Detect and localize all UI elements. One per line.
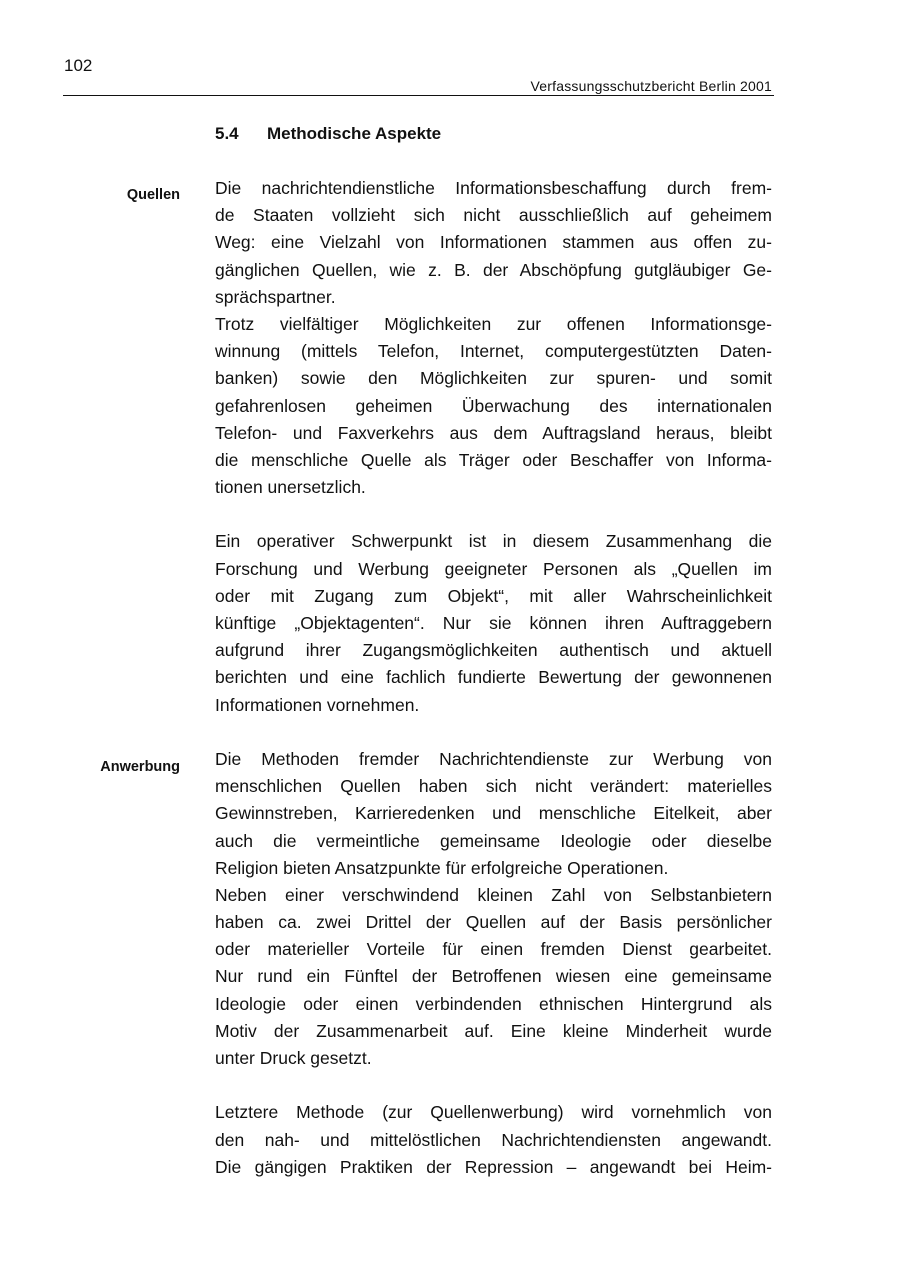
header-rule: [63, 95, 774, 96]
section-title: Methodische Aspekte: [267, 124, 442, 143]
text-line: winnung (mittels Telefon, Internet, computergestützten Daten-: [215, 341, 772, 362]
text-line: Letztere Methode (zur Quellenwerbung) wird vornehmlich von: [215, 1102, 772, 1123]
text-line: de Staaten vollzieht sich nicht ausschließlich auf geheimem: [215, 205, 772, 226]
text-line: tionen unersetzlich.: [215, 477, 366, 498]
text-line: Die nachrichtendienstliche Informationsbeschaffung durch frem-: [215, 178, 772, 198]
text-line: unter Druck gesetzt.: [215, 1048, 372, 1068]
text-line: haben ca. zwei Drittel der Quellen auf der Basis persönlicher: [215, 912, 772, 933]
margin-note-quellen: Quellen: [126, 187, 180, 203]
text-line: aufgrund ihrer Zugangsmöglichkeiten authentisch und aktuell: [215, 640, 772, 661]
text-line: auch die vermeintliche gemeinsame Ideologie oder dieselbe: [215, 830, 772, 851]
body-text: [215, 175, 772, 1181]
text-line: oder mit Zugang zum Objekt“, mit aller Wahrscheinlichkeit: [215, 585, 772, 606]
text-line: gefahrenlosen geheimen Überwachung des internationalen: [215, 395, 772, 416]
paragraph-gap: [215, 1072, 772, 1099]
running-header: Verfassungsschutzbericht Berlin 2001: [530, 78, 772, 94]
text-line: Forschung und Werbung geeigneter Personen als „Quellen im: [215, 558, 772, 579]
text-line: Informationen vornehmen.: [215, 694, 420, 715]
text-line: berichten und eine fachlich fundierte Bewertung der gewonnenen: [215, 667, 772, 688]
text-line: Telefon- und Faxverkehrs aus dem Auftragsland heraus, bleibt: [215, 422, 772, 443]
section-heading: [215, 122, 441, 146]
text-line: Ideologie oder einen verbindenden ethnischen Hintergrund als: [215, 993, 772, 1014]
text-line: Ein operativer Schwerpunkt ist in diesem Zusammenhang die: [215, 531, 772, 552]
text-line: Neben einer verschwindend kleinen Zahl von Selbstanbietern: [215, 884, 772, 905]
text-line: Die gängigen Praktiken der Repression – angewandt bei Heim-: [215, 1156, 772, 1177]
text-line: menschlichen Quellen haben sich nicht verändert: materielles: [215, 776, 772, 797]
text-line: sprächspartner.: [215, 286, 336, 307]
text-line: Motiv der Zusammenarbeit auf. Eine kleine Minderheit wurde: [215, 1020, 772, 1041]
text-line: Gewinnstreben, Karrieredenken und menschliche Eitelkeit, aber: [215, 803, 772, 824]
text-line: Weg: eine Vielzahl von Informationen stammen aus offen zu-: [215, 232, 772, 253]
paragraph-gap: [215, 719, 772, 746]
text-line: Nur rund ein Fünftel der Betroffenen wiesen eine gemeinsame: [215, 966, 772, 987]
text-line: die menschliche Quelle als Träger oder Beschaffer von Informa-: [215, 449, 772, 470]
text-line: Trotz vielfältiger Möglichkeiten zur offenen Informationsge-: [215, 313, 772, 334]
text-line: Religion bieten Ansatzpunkte für erfolgreiche Operationen.: [215, 857, 669, 878]
margin-note-anwerbung: Anwerbung: [100, 759, 180, 775]
text-line: oder materieller Vorteile für einen fremden Dienst gearbeitet.: [215, 939, 772, 960]
section-number: 5.4: [215, 124, 239, 143]
text-line: banken) sowie den Möglichkeiten zur spuren- und somit: [215, 368, 772, 389]
text-line: gänglichen Quellen, wie z. B. der Abschöpfung gutgläubiger Ge-: [215, 259, 772, 280]
text-line: künftige „Objektagenten“. Nur sie können ihren Auftraggebern: [215, 613, 772, 633]
text-line: den nah- und mittelöstlichen Nachrichtendiensten angewandt.: [215, 1129, 772, 1150]
page-number: 102: [64, 56, 93, 75]
text-line: Die Methoden fremder Nachrichtendienste zur Werbung von: [215, 748, 772, 769]
paragraph-gap: [215, 501, 772, 528]
